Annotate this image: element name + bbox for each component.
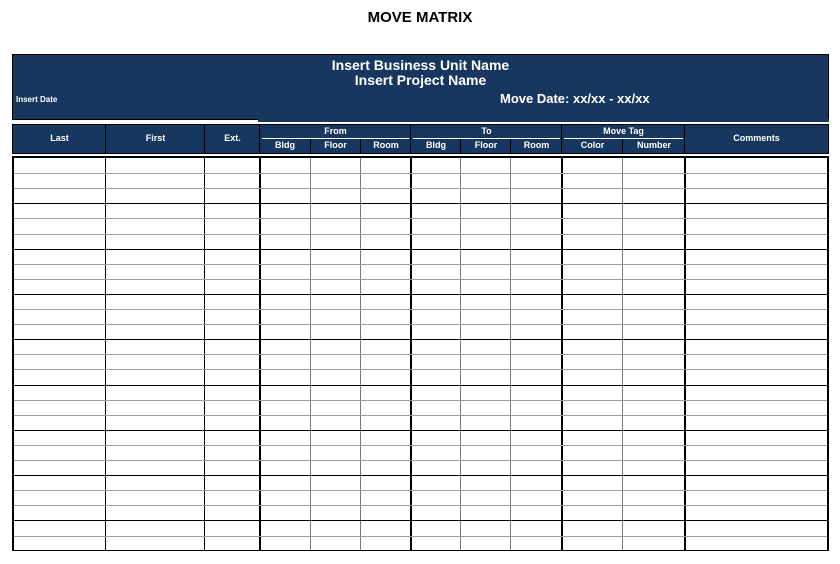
table-row-line [14, 415, 827, 416]
subcol-header-to-bldg: Bldg [426, 140, 446, 150]
header-separator [684, 125, 685, 153]
banner-divider [258, 119, 829, 122]
subcol-header-from-room: Room [373, 140, 399, 150]
table-row-line [14, 430, 827, 431]
table-row-line [14, 264, 827, 265]
table-row-line [14, 173, 827, 174]
table-row-line [14, 309, 827, 310]
header-separator [204, 125, 205, 153]
table-row-line [14, 339, 827, 340]
group-header-move-tag: Move Tag [603, 126, 644, 136]
header-separator [510, 139, 511, 153]
subcol-header-from-bldg: Bldg [275, 140, 295, 150]
move-matrix-grid [12, 156, 829, 551]
table-row-line [14, 400, 827, 401]
subcol-header-tag-color: Color [580, 140, 605, 150]
table-row-line [14, 385, 827, 386]
group-header-to: To [481, 126, 492, 136]
group-underline [413, 138, 560, 139]
col-header-comments: Comments [733, 133, 780, 143]
header-separator [622, 139, 623, 153]
table-row-line [14, 475, 827, 476]
group-underline [262, 138, 409, 139]
table-row-line [14, 324, 827, 325]
table-row-line [14, 490, 827, 491]
table-row-line [14, 188, 827, 189]
document-title: MOVE MATRIX [367, 9, 473, 26]
table-row-line [14, 520, 827, 521]
header-separator [460, 139, 461, 153]
table-row-line [14, 369, 827, 370]
col-header-ext: Ext. [224, 133, 241, 143]
project-banner [12, 54, 829, 120]
subcol-header-from-floor: Floor [324, 140, 347, 150]
table-row-line [14, 460, 827, 461]
project-name: Insert Project Name [354, 72, 487, 88]
subcol-header-to-floor: Floor [474, 140, 498, 150]
table-row-line [14, 536, 827, 537]
subcol-header-tag-number: Number [636, 140, 671, 150]
group-underline [564, 138, 683, 139]
table-row-line [14, 249, 827, 250]
header-separator [105, 125, 106, 153]
move-date: Move Date: xx/xx - xx/xx [500, 91, 650, 106]
table-row-line [14, 203, 827, 204]
table-row-line [14, 445, 827, 446]
col-header-last: Last [50, 133, 69, 143]
group-header-from: From [324, 126, 347, 136]
table-row-line [14, 218, 827, 219]
col-header-first: First [145, 133, 166, 143]
header-separator [410, 125, 411, 153]
subcol-header-to-room: Room [523, 140, 550, 150]
table-row-line [14, 505, 827, 506]
table-row-line [14, 279, 827, 280]
table-row-line [14, 354, 827, 355]
table-row-line [14, 234, 827, 235]
header-separator [310, 139, 311, 153]
table-header [12, 124, 829, 154]
table-row-line [14, 294, 827, 295]
header-separator [259, 125, 260, 153]
business-unit-name: Insert Business Unit Name [331, 57, 510, 73]
header-separator [561, 125, 562, 153]
header-separator [360, 139, 361, 153]
insert-date: Insert Date [16, 95, 58, 104]
